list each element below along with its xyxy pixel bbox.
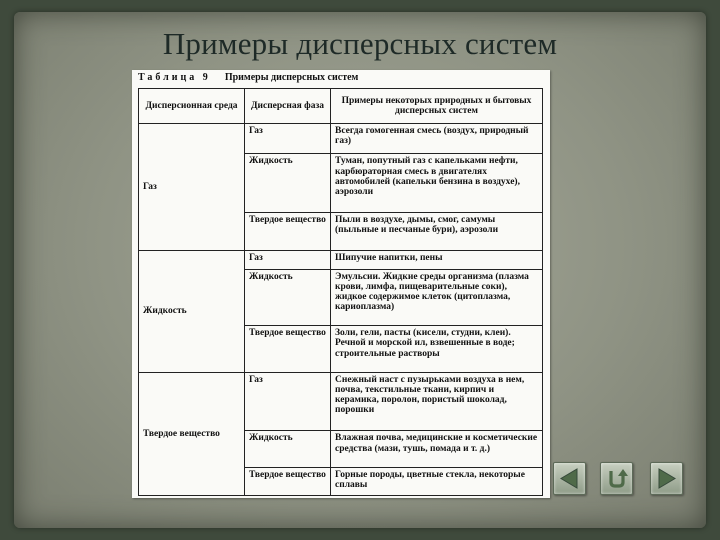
return-arrow-icon bbox=[604, 466, 629, 491]
table-caption-label: Таблица 9 bbox=[138, 72, 211, 83]
phase-cell: Твердое вещество bbox=[245, 212, 331, 250]
example-cell: Эмульсии. Жидкие среды организма (плазма крови, лимфа, пищеварительные соки), жидкое содержимое клеток (цитоплазма, кариоплазма) bbox=[331, 269, 543, 326]
phase-cell: Твердое вещество bbox=[245, 326, 331, 373]
example-cell: Туман, попутный газ с капельками нефти, карбюраторная смесь в двигателях автомобилей (капельки бензина в воздухе), аэрозоли bbox=[331, 154, 543, 213]
phase-cell: Газ bbox=[245, 124, 331, 154]
page-title: Примеры дисперсных систем bbox=[162, 26, 558, 61]
example-cell: Шипучие напитки, пены bbox=[331, 251, 543, 269]
example-cell: Влажная почва, медицинские и косметические средства (мази, тушь, помада и т. д.) bbox=[331, 431, 543, 467]
phase-cell: Твердое вещество bbox=[245, 467, 331, 495]
example-cell: Пыли в воздухе, дымы, смог, самумы (пыльные и песчаные бури), аэрозоли bbox=[331, 212, 543, 250]
phase-cell: Жидкость bbox=[245, 154, 331, 213]
example-cell: Золи, гели, пасты (кисели, студни, клеи). Речной и морской ил, взвешенные в воде; строительные растворы bbox=[331, 326, 543, 373]
medium-cell: Жидкость bbox=[139, 251, 245, 372]
dispersion-table bbox=[138, 88, 543, 496]
next-slide-button[interactable] bbox=[650, 462, 683, 495]
medium-cell: Газ bbox=[139, 124, 245, 251]
table-row bbox=[139, 124, 543, 154]
phase-cell: Жидкость bbox=[245, 431, 331, 467]
table-caption-title: Примеры дисперсных систем bbox=[224, 72, 359, 83]
table-caption bbox=[138, 72, 358, 83]
prev-slide-button[interactable] bbox=[553, 462, 586, 495]
example-cell: Снежный наст с пузырьками воздуха в нем, почва, текстильные ткани, кирпич и керамика, поролон, пористый шоколад, порошки bbox=[331, 372, 543, 431]
arrow-left-icon bbox=[557, 466, 582, 491]
arrow-right-icon bbox=[654, 466, 679, 491]
phase-cell: Газ bbox=[245, 251, 331, 269]
example-cell: Всегда гомогенная смесь (воздух, природный газ) bbox=[331, 124, 543, 154]
example-cell: Горные породы, цветные стекла, некоторые сплавы bbox=[331, 467, 543, 495]
header-medium: Дисперсионная среда bbox=[139, 89, 245, 124]
table-image bbox=[132, 70, 550, 498]
phase-cell: Газ bbox=[245, 372, 331, 431]
medium-cell: Твердое вещество bbox=[139, 372, 245, 495]
table-row bbox=[139, 372, 543, 431]
table-row bbox=[139, 251, 543, 269]
header-phase: Дисперсная фаза bbox=[245, 89, 331, 124]
return-button[interactable] bbox=[600, 462, 633, 495]
header-examples: Примеры некоторых природных и бытовых дисперсных систем bbox=[331, 89, 543, 124]
phase-cell: Жидкость bbox=[245, 269, 331, 326]
table-header-row bbox=[139, 89, 543, 124]
